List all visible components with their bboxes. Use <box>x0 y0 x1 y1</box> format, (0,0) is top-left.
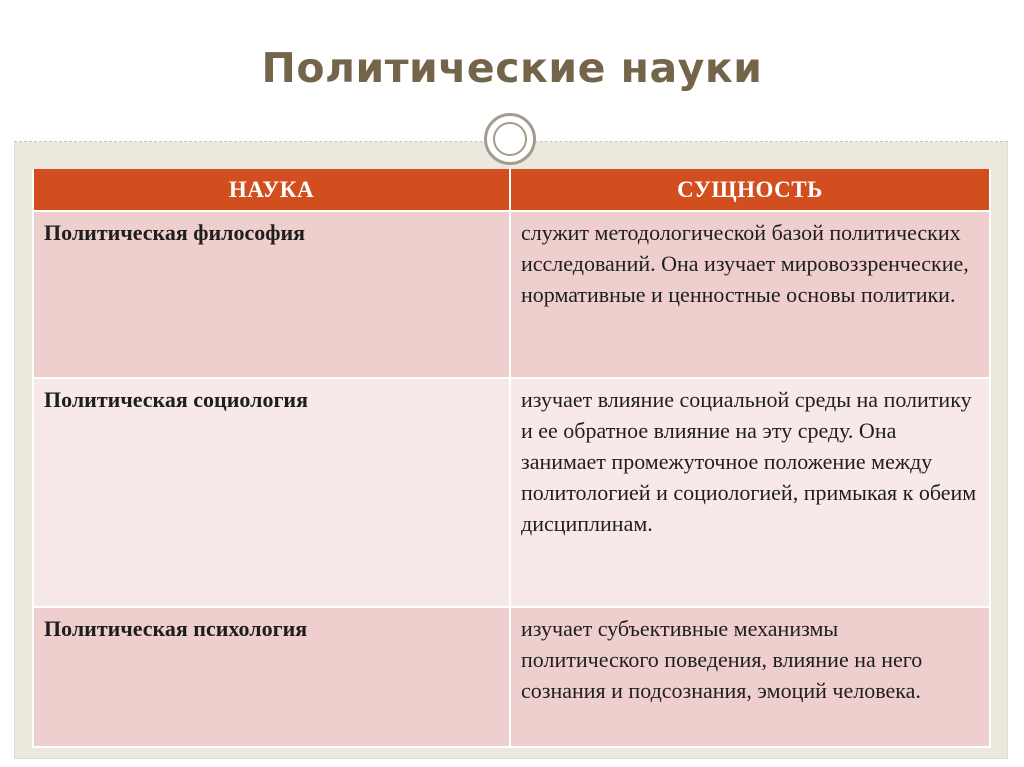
science-essence: изучает влияние социальной среды на политику и ее обратное влияние на эту среду. Она занимает промежуточное положение между политологией и социологией, примыкая к обеим дисциплинам. <box>510 378 990 607</box>
science-essence: служит методологической базой политических исследований. Она изучает мировоззренческие, нормативные и ценностные основы политики. <box>510 211 990 378</box>
table-row <box>33 378 990 607</box>
table-header-row <box>33 169 990 211</box>
slide-title: Политические науки <box>261 44 763 92</box>
science-essence: изучает субъективные механизмы политического поведения, влияние на него сознания и подсознания, эмоций человека. <box>510 607 990 747</box>
header-science: НАУКА <box>33 169 510 211</box>
sciences-table <box>32 169 991 748</box>
science-name: Политическая социология <box>33 378 510 607</box>
science-name: Политическая психология <box>33 607 510 747</box>
science-name: Политическая философия <box>33 211 510 378</box>
table-row <box>33 211 990 378</box>
table-row <box>33 607 990 747</box>
header-essence: СУЩНОСТЬ <box>510 169 990 211</box>
decorative-ring-icon <box>484 113 536 165</box>
